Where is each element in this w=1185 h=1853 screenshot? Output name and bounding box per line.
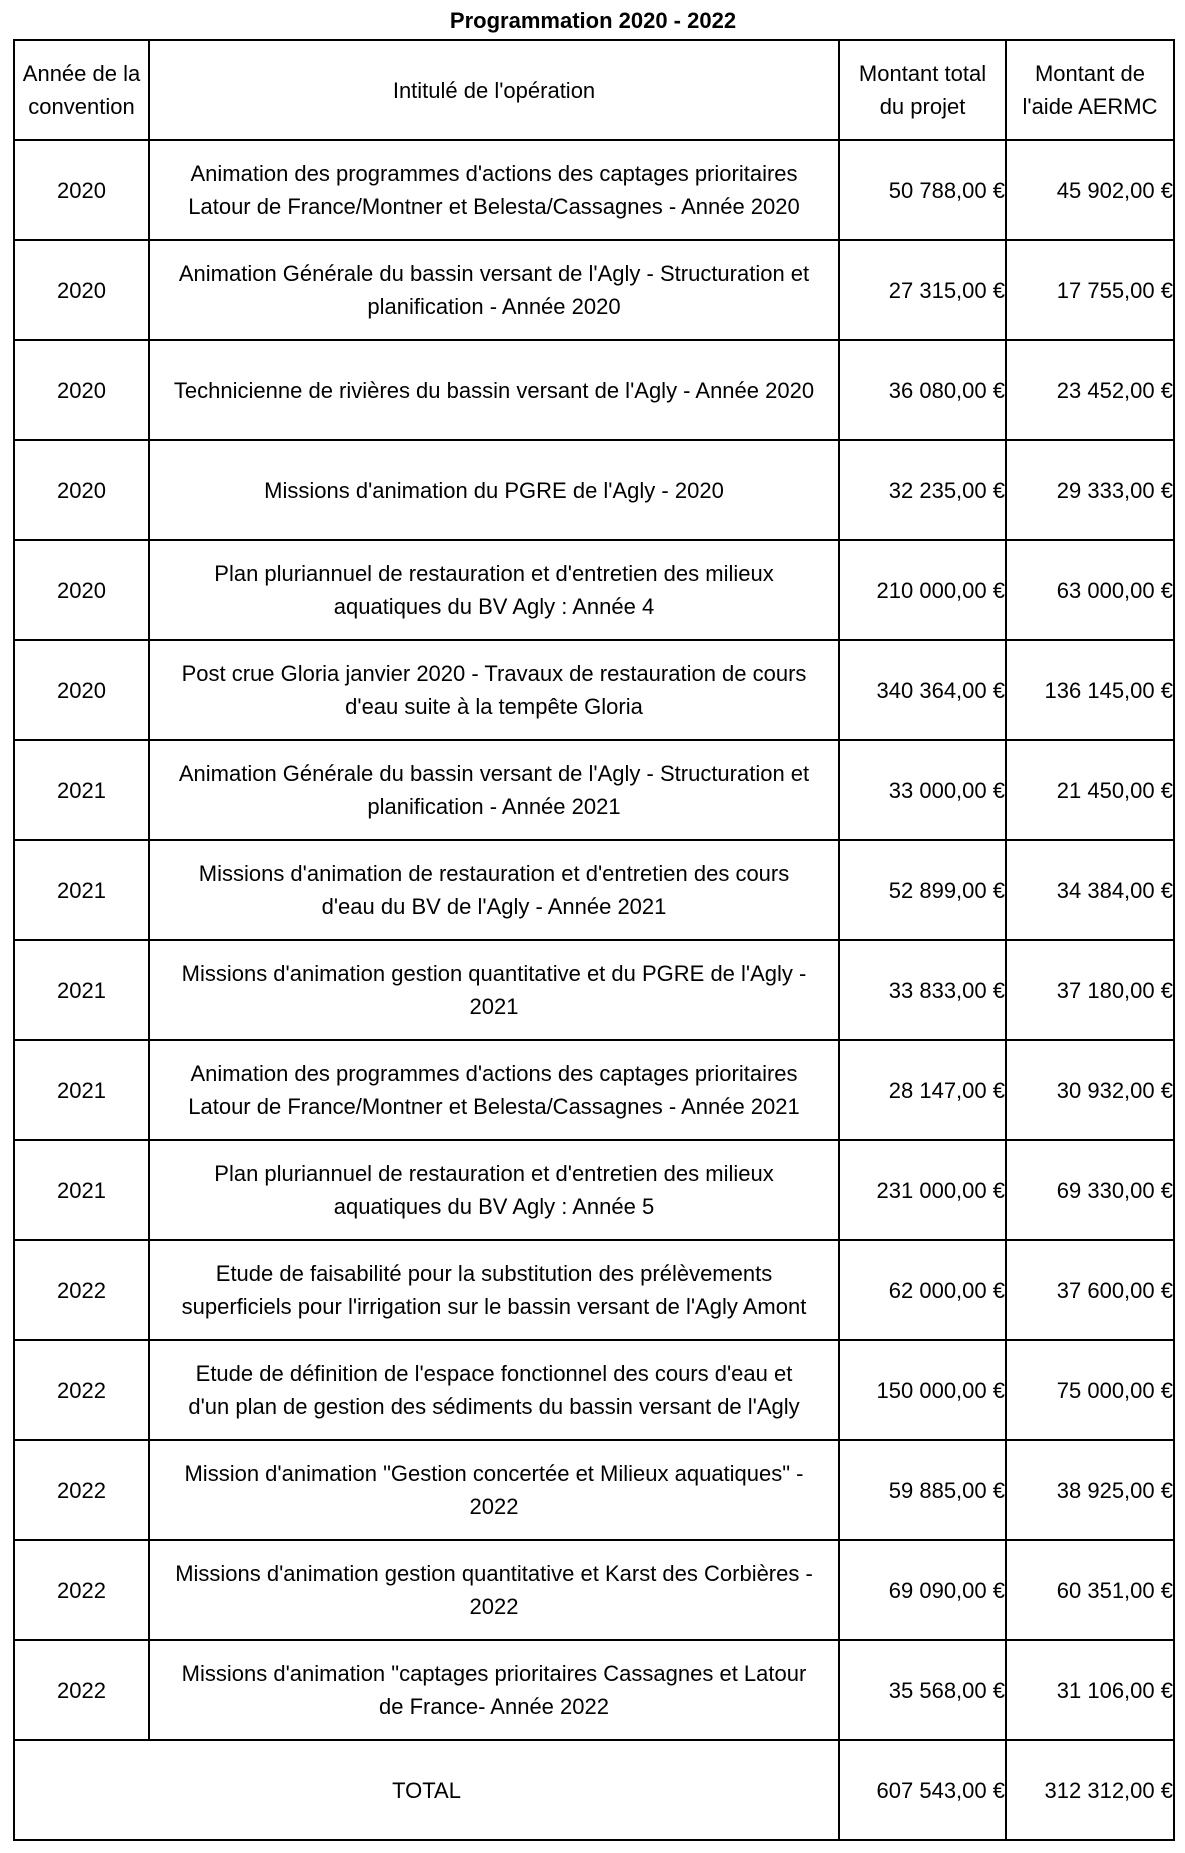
cell-year: 2021 xyxy=(14,1140,149,1240)
cell-year: 2022 xyxy=(14,1240,149,1340)
table-row xyxy=(14,1440,1174,1540)
cell-total-amount: 59 885,00 € xyxy=(839,1440,1006,1540)
cell-total-amount: 33 000,00 € xyxy=(839,740,1006,840)
cell-total-amount: 52 899,00 € xyxy=(839,840,1006,940)
cell-total-amount: 69 090,00 € xyxy=(839,1540,1006,1640)
table-footer xyxy=(14,1740,1174,1840)
cell-operation: Animation Générale du bassin versant de l'Agly - Structuration et planification - Année 2021 xyxy=(149,740,839,840)
cell-aid-amount: 37 600,00 € xyxy=(1006,1240,1174,1340)
table-row xyxy=(14,1340,1174,1440)
cell-year: 2020 xyxy=(14,340,149,440)
table-row xyxy=(14,940,1174,1040)
table-row xyxy=(14,140,1174,240)
cell-year: 2020 xyxy=(14,440,149,540)
cell-total-amount: 150 000,00 € xyxy=(839,1340,1006,1440)
header-operation: Intitulé de l'opération xyxy=(149,40,839,140)
cell-aid-amount: 29 333,00 € xyxy=(1006,440,1174,540)
cell-aid-amount: 75 000,00 € xyxy=(1006,1340,1174,1440)
programmation-table xyxy=(13,39,1175,1841)
cell-aid-amount: 38 925,00 € xyxy=(1006,1440,1174,1540)
table-row xyxy=(14,840,1174,940)
header-aid-amount: Montant de l'aide AERMC xyxy=(1006,40,1174,140)
cell-aid-amount: 60 351,00 € xyxy=(1006,1540,1174,1640)
cell-total-amount: 36 080,00 € xyxy=(839,340,1006,440)
total-project-amount: 607 543,00 € xyxy=(839,1740,1006,1840)
cell-year: 2021 xyxy=(14,740,149,840)
cell-operation: Missions d'animation de restauration et d'entretien des cours d'eau du BV de l'Agly - Année 2021 xyxy=(149,840,839,940)
cell-aid-amount: 21 450,00 € xyxy=(1006,740,1174,840)
cell-total-amount: 210 000,00 € xyxy=(839,540,1006,640)
cell-total-amount: 231 000,00 € xyxy=(839,1140,1006,1240)
total-row xyxy=(14,1740,1174,1840)
cell-operation: Technicienne de rivières du bassin versant de l'Agly - Année 2020 xyxy=(149,340,839,440)
cell-total-amount: 50 788,00 € xyxy=(839,140,1006,240)
cell-operation: Animation des programmes d'actions des captages prioritaires Latour de France/Montner et Belesta/Cassagnes - Année 2020 xyxy=(149,140,839,240)
cell-year: 2020 xyxy=(14,140,149,240)
cell-year: 2020 xyxy=(14,640,149,740)
cell-aid-amount: 34 384,00 € xyxy=(1006,840,1174,940)
cell-year: 2022 xyxy=(14,1440,149,1540)
cell-aid-amount: 30 932,00 € xyxy=(1006,1040,1174,1140)
cell-operation: Animation Générale du bassin versant de l'Agly - Structuration et planification - Année 2020 xyxy=(149,240,839,340)
cell-total-amount: 27 315,00 € xyxy=(839,240,1006,340)
cell-aid-amount: 23 452,00 € xyxy=(1006,340,1174,440)
table-body xyxy=(14,140,1174,1740)
total-aid-amount: 312 312,00 € xyxy=(1006,1740,1174,1840)
cell-aid-amount: 17 755,00 € xyxy=(1006,240,1174,340)
cell-operation: Missions d'animation "captages prioritaires Cassagnes et Latour de France- Année 2022 xyxy=(149,1640,839,1740)
cell-year: 2021 xyxy=(14,1040,149,1140)
table-row xyxy=(14,640,1174,740)
cell-total-amount: 33 833,00 € xyxy=(839,940,1006,1040)
cell-operation: Plan pluriannuel de restauration et d'entretien des milieux aquatiques du BV Agly : Année 5 xyxy=(149,1140,839,1240)
cell-operation: Missions d'animation gestion quantitative et Karst des Corbières - 2022 xyxy=(149,1540,839,1640)
cell-aid-amount: 45 902,00 € xyxy=(1006,140,1174,240)
cell-aid-amount: 63 000,00 € xyxy=(1006,540,1174,640)
header-total-amount: Montant total du projet xyxy=(839,40,1006,140)
page-title: Programmation 2020 - 2022 xyxy=(449,8,737,33)
cell-year: 2021 xyxy=(14,940,149,1040)
table-row xyxy=(14,1040,1174,1140)
table-row xyxy=(14,1240,1174,1340)
header-year: Année de la convention xyxy=(14,40,149,140)
cell-operation: Etude de définition de l'espace fonctionnel des cours d'eau et d'un plan de gestion des sédiments du bassin versant de l'Agly xyxy=(149,1340,839,1440)
table-header xyxy=(14,40,1174,140)
cell-total-amount: 62 000,00 € xyxy=(839,1240,1006,1340)
header-row xyxy=(14,40,1174,140)
cell-year: 2020 xyxy=(14,240,149,340)
cell-year: 2022 xyxy=(14,1540,149,1640)
cell-operation: Animation des programmes d'actions des captages prioritaires Latour de France/Montner et Belesta/Cassagnes - Année 2021 xyxy=(149,1040,839,1140)
cell-total-amount: 35 568,00 € xyxy=(839,1640,1006,1740)
cell-operation: Etude de faisabilité pour la substitution des prélèvements superficiels pour l'irrigation sur le bassin versant de l'Agly Amont xyxy=(149,1240,839,1340)
cell-operation: Post crue Gloria janvier 2020 - Travaux de restauration de cours d'eau suite à la tempête Gloria xyxy=(149,640,839,740)
cell-year: 2022 xyxy=(14,1640,149,1740)
cell-total-amount: 32 235,00 € xyxy=(839,440,1006,540)
cell-total-amount: 340 364,00 € xyxy=(839,640,1006,740)
cell-aid-amount: 31 106,00 € xyxy=(1006,1640,1174,1740)
total-label: TOTAL xyxy=(14,1740,839,1840)
table-row xyxy=(14,240,1174,340)
table-row xyxy=(14,1540,1174,1640)
cell-aid-amount: 37 180,00 € xyxy=(1006,940,1174,1040)
table-row xyxy=(14,740,1174,840)
cell-aid-amount: 69 330,00 € xyxy=(1006,1140,1174,1240)
cell-operation: Missions d'animation gestion quantitative et du PGRE de l'Agly - 2021 xyxy=(149,940,839,1040)
cell-operation: Missions d'animation du PGRE de l'Agly - 2020 xyxy=(149,440,839,540)
cell-aid-amount: 136 145,00 € xyxy=(1006,640,1174,740)
table-row xyxy=(14,540,1174,640)
cell-year: 2021 xyxy=(14,840,149,940)
table-row xyxy=(14,1640,1174,1740)
table-row xyxy=(14,440,1174,540)
cell-operation: Plan pluriannuel de restauration et d'entretien des milieux aquatiques du BV Agly : Année 4 xyxy=(149,540,839,640)
cell-year: 2022 xyxy=(14,1340,149,1440)
cell-year: 2020 xyxy=(14,540,149,640)
cell-operation: Mission d'animation "Gestion concertée et Milieux aquatiques" - 2022 xyxy=(149,1440,839,1540)
table-row xyxy=(14,340,1174,440)
cell-total-amount: 28 147,00 € xyxy=(839,1040,1006,1140)
table-row xyxy=(14,1140,1174,1240)
